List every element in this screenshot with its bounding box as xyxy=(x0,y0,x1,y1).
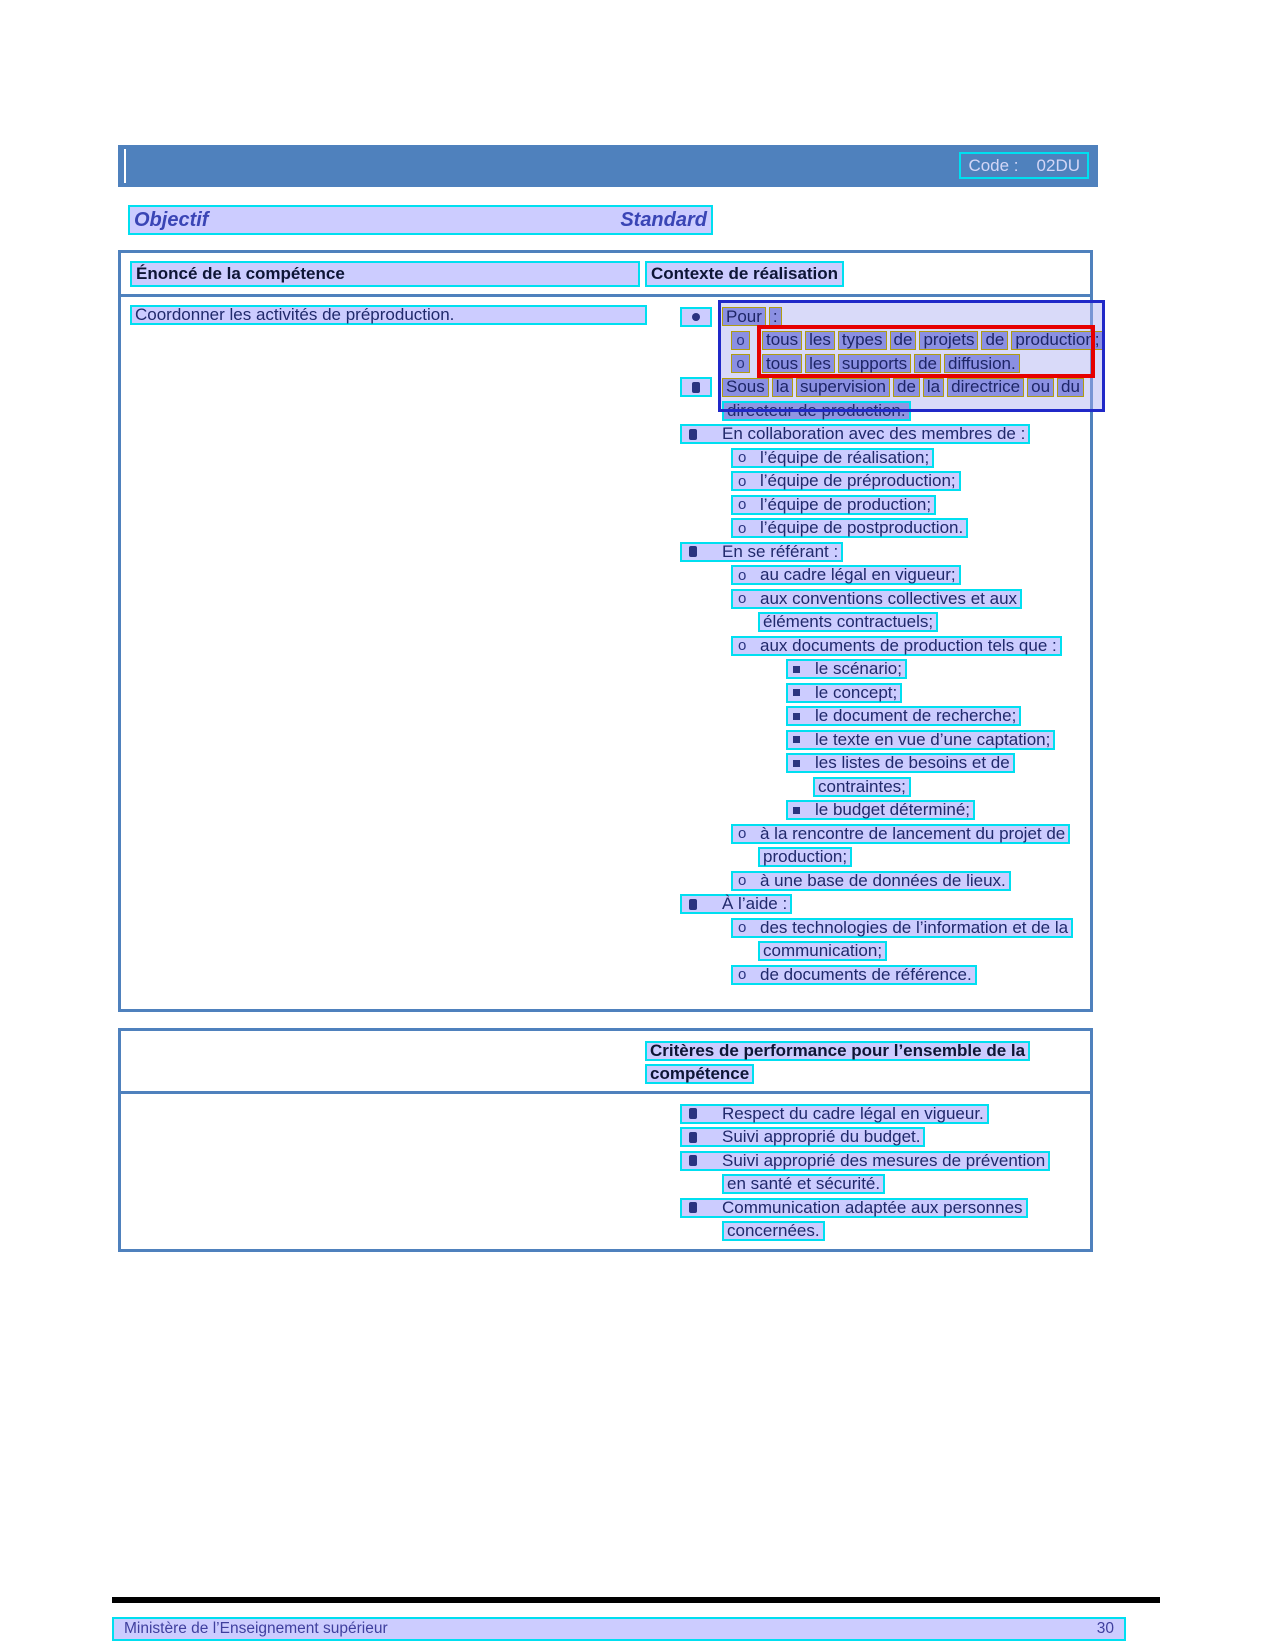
text-line xyxy=(645,916,1104,940)
line-text: Respect du cadre légal en vigueur. xyxy=(722,1103,984,1123)
code-badge xyxy=(959,152,1089,179)
line-highlight xyxy=(731,518,968,538)
criteria-list xyxy=(121,1094,1090,1243)
bullet-box xyxy=(731,331,750,350)
text-line xyxy=(645,752,1104,776)
bullet xyxy=(736,450,760,465)
line-text: en santé et sécurité. xyxy=(727,1174,881,1194)
bullet-square-icon xyxy=(692,382,700,393)
bullet-small-square-icon xyxy=(793,807,800,814)
bullet-small-square-icon xyxy=(793,666,800,673)
word-box: supervision xyxy=(796,378,890,397)
bullet-circle-icon: o xyxy=(738,872,747,890)
bullet-small-square-icon xyxy=(793,760,800,767)
text-line xyxy=(645,446,1104,470)
competence-cell xyxy=(121,297,645,1009)
text-line xyxy=(645,470,1104,494)
bullet-square-icon xyxy=(689,899,697,910)
word-box: ou xyxy=(1027,378,1054,397)
text-line xyxy=(645,587,1104,611)
text-line xyxy=(645,869,1104,893)
line-text: En se référant : xyxy=(722,541,839,561)
line-text: directeur de production. xyxy=(727,400,906,420)
bullet xyxy=(736,568,760,583)
bullet xyxy=(685,546,722,557)
line-highlight xyxy=(731,918,1073,938)
line-text: production; xyxy=(763,847,848,867)
footer-page-number: 30 xyxy=(1096,1620,1114,1637)
bullet-circle-icon: o xyxy=(738,566,747,584)
line-text: de documents de référence. xyxy=(760,964,972,984)
text-line xyxy=(645,352,1104,376)
line-highlight xyxy=(731,871,1011,891)
bullet xyxy=(791,689,815,696)
bullet-circle-icon: o xyxy=(738,590,747,608)
text-line xyxy=(645,399,1104,423)
line-text: À l’aide : xyxy=(722,894,788,914)
word-box: de xyxy=(890,331,917,350)
line-highlight xyxy=(680,1104,989,1124)
code-label: Code : xyxy=(968,155,1019,175)
line-text: éléments contractuels; xyxy=(763,612,934,632)
text-line xyxy=(645,799,1104,823)
text-line xyxy=(645,1039,1090,1063)
word-boxes xyxy=(722,378,1084,397)
word-box: Pour xyxy=(722,307,766,326)
table-header-row xyxy=(121,253,1090,297)
bullet xyxy=(685,1202,722,1213)
line-text: Communication adaptée aux personnes xyxy=(722,1197,1023,1217)
line-text: le budget déterminé; xyxy=(815,800,970,820)
bullet-circle-icon: o xyxy=(738,519,747,537)
text-line xyxy=(645,1126,1090,1150)
line-text: l’équipe de postproduction. xyxy=(760,518,964,538)
criteria-title-line2: compétence xyxy=(645,1064,754,1084)
line-highlight xyxy=(680,424,1030,444)
contexte-cell xyxy=(645,297,1104,1009)
line-highlight xyxy=(731,824,1070,844)
bullet-small-square-icon xyxy=(793,689,800,696)
bullet xyxy=(736,638,760,653)
line-text: au cadre légal en vigueur; xyxy=(760,565,956,585)
text-line xyxy=(645,564,1104,588)
text-line xyxy=(645,423,1104,447)
text-line xyxy=(645,1063,1090,1087)
word-boxes xyxy=(762,331,1104,350)
bullet xyxy=(685,1108,722,1119)
word-box: de xyxy=(981,331,1008,350)
text-line xyxy=(645,940,1104,964)
bullet-square-icon xyxy=(689,1155,697,1166)
line-highlight xyxy=(680,1198,1028,1218)
line-highlight xyxy=(786,730,1055,750)
word-box: production; xyxy=(1011,331,1103,350)
bullet xyxy=(791,666,815,673)
line-highlight xyxy=(758,612,938,632)
text-line xyxy=(645,329,1104,353)
text-line xyxy=(645,634,1104,658)
line-text: le concept; xyxy=(815,682,898,702)
line-text: le scénario; xyxy=(815,659,902,679)
line-highlight xyxy=(722,401,911,421)
bullet-circle-icon: o xyxy=(738,919,747,937)
word-box: de xyxy=(893,378,920,397)
bullet xyxy=(736,826,760,841)
line-highlight xyxy=(758,847,852,867)
line-text: l’équipe de réalisation; xyxy=(760,447,930,467)
bullet xyxy=(791,713,815,720)
word-box: directrice xyxy=(947,378,1024,397)
text-line xyxy=(645,493,1104,517)
bullet-square-icon xyxy=(689,1132,697,1143)
word-box: supports xyxy=(838,354,911,373)
line-highlight xyxy=(813,777,911,797)
line-text: Suivi approprié des mesures de prévention xyxy=(722,1150,1046,1170)
word-box: les xyxy=(805,354,835,373)
text-line xyxy=(645,1102,1090,1126)
line-highlight xyxy=(722,1221,825,1241)
text-line xyxy=(645,611,1104,635)
line-highlight xyxy=(786,683,902,703)
word-box: Sous xyxy=(722,378,769,397)
criteria-header xyxy=(121,1031,1090,1094)
text-line xyxy=(645,846,1104,870)
line-highlight xyxy=(731,495,936,515)
footer-rule xyxy=(112,1597,1160,1603)
text-line xyxy=(645,540,1104,564)
line-text: aux conventions collectives et aux xyxy=(760,588,1018,608)
line-highlight xyxy=(731,965,977,985)
bullet-circle-icon: o xyxy=(736,331,745,349)
text-line xyxy=(645,728,1104,752)
bullet xyxy=(791,736,815,743)
standard-title: Standard xyxy=(620,208,707,231)
criteria-table xyxy=(118,1028,1093,1252)
word-box: la xyxy=(923,378,944,397)
line-text: les listes de besoins et de xyxy=(815,753,1010,773)
word-box: types xyxy=(838,331,887,350)
criteria-title-line1: Critères de performance pour l’ensemble de la xyxy=(645,1041,1030,1061)
line-highlight xyxy=(680,1127,925,1147)
line-highlight xyxy=(786,706,1021,726)
bullet-box xyxy=(680,377,712,397)
bullet xyxy=(685,429,722,440)
text-line xyxy=(645,963,1104,987)
bullet-square-icon xyxy=(689,429,697,440)
line-text: à une base de données de lieux. xyxy=(760,870,1006,890)
objectif-title: Objectif xyxy=(134,208,209,231)
bullet-circle-icon: o xyxy=(738,966,747,984)
title-bar xyxy=(118,145,1098,187)
word-box: tous xyxy=(762,331,802,350)
section-title-bar xyxy=(128,205,713,235)
bullet-small-square-icon xyxy=(793,713,800,720)
word-box: tous xyxy=(762,354,802,373)
text-line xyxy=(645,1173,1090,1197)
bullet-small-square-icon xyxy=(793,736,800,743)
line-highlight xyxy=(786,800,975,820)
column-header-contexte: Contexte de réalisation xyxy=(645,261,844,287)
line-text: contraintes; xyxy=(818,776,906,796)
word-boxes xyxy=(722,307,782,326)
column-header-competence: Énoncé de la compétence xyxy=(130,261,640,287)
bullet-square-icon xyxy=(689,1202,697,1213)
line-highlight xyxy=(758,941,887,961)
line-text: l’équipe de préproduction; xyxy=(760,471,956,491)
text-line xyxy=(645,305,1104,329)
word-box: projets xyxy=(919,331,978,350)
bullet xyxy=(736,967,760,982)
bullet xyxy=(736,474,760,489)
line-text: des technologies de l’information et de la xyxy=(760,917,1069,937)
line-highlight xyxy=(786,753,1015,773)
line-highlight xyxy=(680,894,792,914)
bullet-circle-icon: o xyxy=(738,496,747,514)
line-text: à la rencontre de lancement du projet de xyxy=(760,823,1066,843)
line-highlight xyxy=(731,589,1022,609)
text-line xyxy=(645,1149,1090,1173)
line-highlight xyxy=(731,636,1062,656)
text-line xyxy=(645,1196,1090,1220)
line-highlight xyxy=(731,471,961,491)
line-text: concernées. xyxy=(727,1221,820,1241)
bullet-circle-icon: o xyxy=(738,825,747,843)
footer-ministry: Ministère de l’Enseignement supérieur xyxy=(124,1620,388,1637)
bullet-square-icon xyxy=(689,1108,697,1119)
bullet xyxy=(736,920,760,935)
line-highlight xyxy=(680,1151,1050,1171)
bullet xyxy=(736,591,760,606)
line-highlight xyxy=(731,448,934,468)
text-line xyxy=(645,1220,1090,1244)
code-value: 02DU xyxy=(1036,155,1080,175)
competence-statement: Coordonner les activités de préproduction. xyxy=(130,305,647,325)
bullet-box xyxy=(731,354,750,373)
text-line xyxy=(645,775,1104,799)
word-box: : xyxy=(769,307,782,326)
bullet-circle-icon: o xyxy=(738,637,747,655)
cursor-tick xyxy=(124,149,126,183)
bullet-circle-icon: o xyxy=(736,355,745,373)
text-line xyxy=(645,376,1104,400)
word-box: la xyxy=(772,378,793,397)
line-highlight xyxy=(731,565,961,585)
bullet xyxy=(791,807,815,814)
bullet xyxy=(736,521,760,536)
line-text: En collaboration avec des membres de : xyxy=(722,424,1026,444)
bullet xyxy=(685,899,722,910)
contexte-list xyxy=(645,305,1104,987)
text-line xyxy=(645,681,1104,705)
line-highlight xyxy=(786,659,907,679)
table-body-row xyxy=(121,297,1100,1009)
bullet xyxy=(685,1155,722,1166)
word-box: du xyxy=(1057,378,1084,397)
word-box: diffusion. xyxy=(944,354,1020,373)
text-line xyxy=(645,893,1104,917)
bullet xyxy=(685,1132,722,1143)
bullet-square-icon xyxy=(689,546,697,557)
text-line xyxy=(645,517,1104,541)
line-text: le document de recherche; xyxy=(815,706,1017,726)
line-text: communication; xyxy=(763,941,883,961)
word-box: de xyxy=(914,354,941,373)
bullet-circle-icon: o xyxy=(738,449,747,467)
text-line xyxy=(645,658,1104,682)
word-box: les xyxy=(805,331,835,350)
word-boxes xyxy=(762,354,1020,373)
bullet-dot-icon xyxy=(692,313,700,321)
line-highlight xyxy=(722,1174,885,1194)
bullet-circle-icon: o xyxy=(738,472,747,490)
bullet xyxy=(791,760,815,767)
footer-bar xyxy=(112,1617,1126,1641)
line-text: aux documents de production tels que : xyxy=(760,635,1057,655)
line-highlight xyxy=(680,542,843,562)
line-text: le texte en vue d’une captation; xyxy=(815,729,1051,749)
bullet xyxy=(736,497,760,512)
text-line xyxy=(645,705,1104,729)
text-line xyxy=(645,822,1104,846)
bullet xyxy=(736,873,760,888)
bullet-box xyxy=(680,307,712,327)
line-text: l’équipe de production; xyxy=(760,494,932,514)
competence-table xyxy=(118,250,1100,1012)
line-text: Suivi approprié du budget. xyxy=(722,1127,921,1147)
